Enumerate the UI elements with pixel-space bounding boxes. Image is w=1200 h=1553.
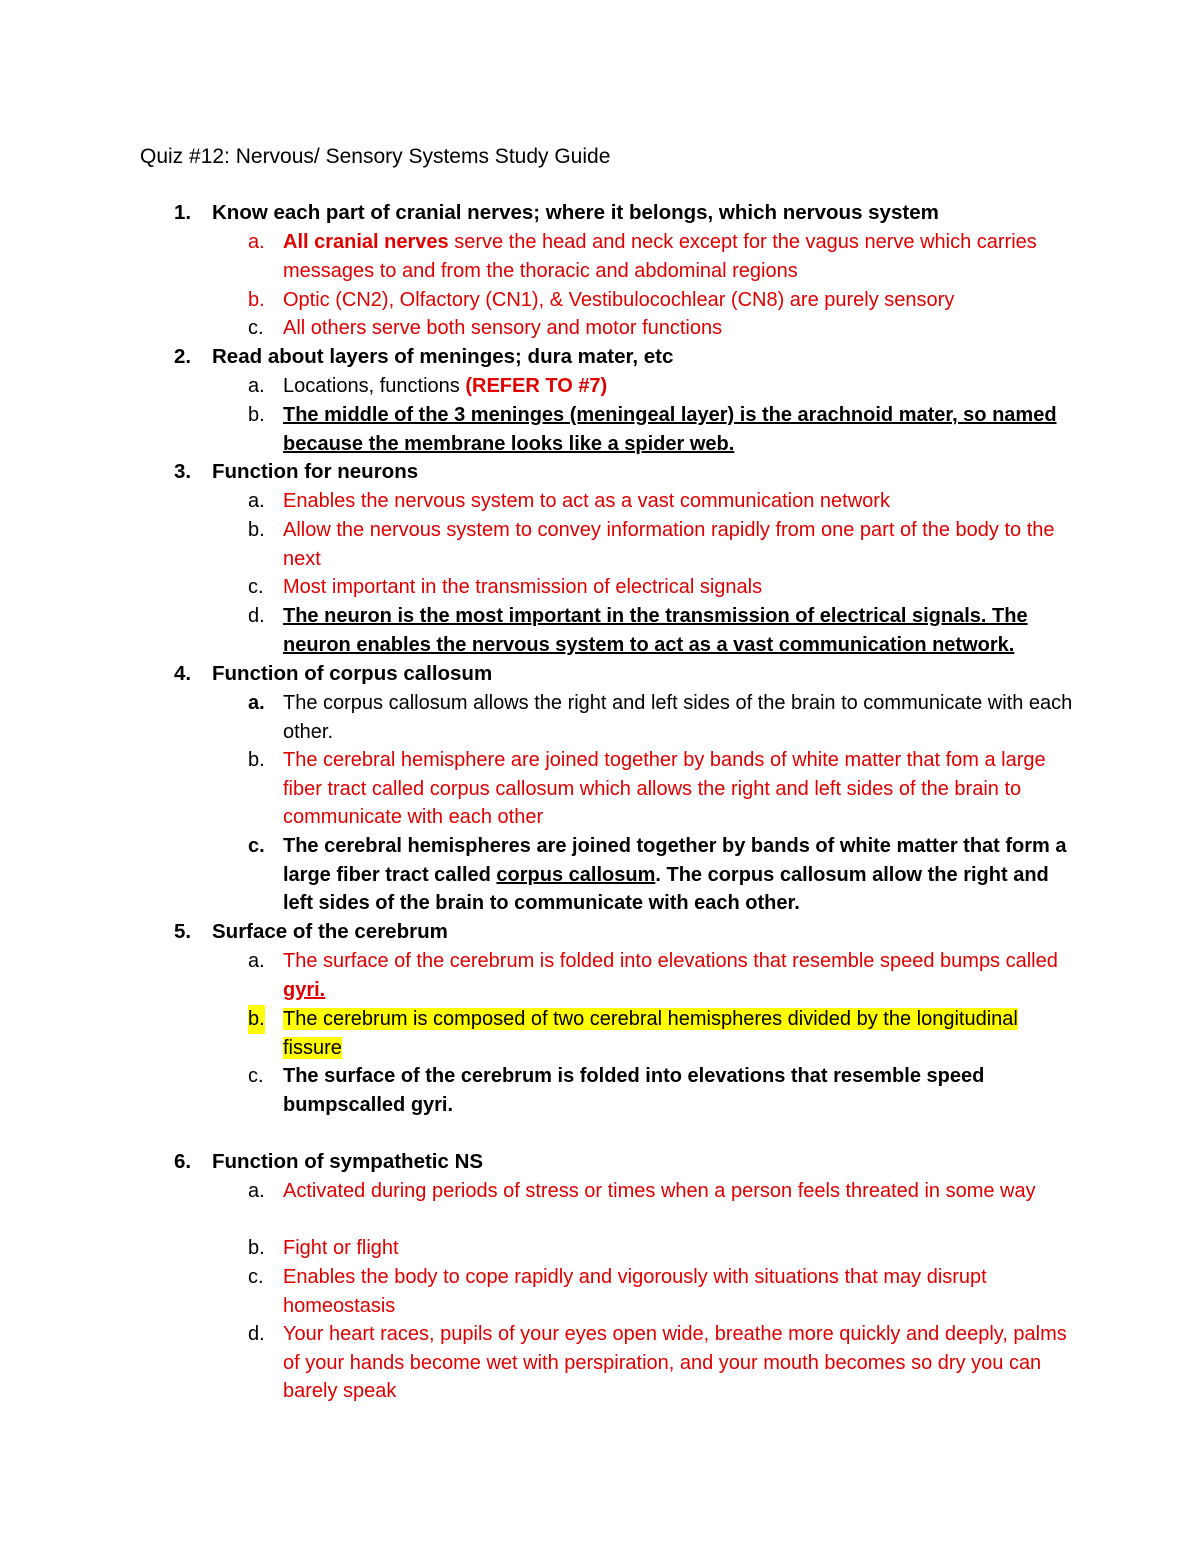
answer-term: corpus callosum xyxy=(496,863,656,886)
answer-text: The cerebral hemisphere are joined together by bands of white matter that fom a large fiber tract called corpus callosum which allows the right and left sides of the brain to communicate with each other xyxy=(283,749,1046,829)
answer-text: Most important in the transmission of electrical signals xyxy=(283,576,763,598)
answer-letter: a. xyxy=(248,375,265,397)
answer-term: gyri. xyxy=(283,978,326,1001)
document-title: Quiz #12: Nervous/ Sensory Systems Study Guide xyxy=(140,145,611,168)
answer-letter: c. xyxy=(248,576,264,598)
answer-letter: c. xyxy=(248,317,264,339)
answer-text: Enables the nervous system to act as a vast communication network xyxy=(283,490,890,512)
answer-text: Allow the nervous system to convey information rapidly from one part of the body to the next xyxy=(283,519,1055,570)
answer-letter: b. xyxy=(248,519,265,541)
answer-text: The middle of the 3 meninges (meningeal layer) is the arachnoid mater, so named because the membrane looks like a spider web. xyxy=(283,404,1057,455)
answer-main: Locations, functions xyxy=(283,375,466,397)
answer-letter: c. xyxy=(248,835,265,857)
answer-text: The surface of the cerebrum is folded into elevations that resemble speed bumpscalled gyri. xyxy=(283,1065,985,1116)
answer-rest: serve the head and neck except for the vagus nerve which carries messages to and from the thoracic and abdominal regions xyxy=(283,231,1037,282)
answer-letter: d. xyxy=(248,1323,265,1345)
answer-letter: c. xyxy=(248,1266,264,1288)
answer-text: Fight or flight xyxy=(283,1237,399,1259)
answer-text: The corpus callosum allows the right and left sides of the brain to communicate with each other. xyxy=(283,692,1073,743)
answer-post: . The corpus callosum allow the right and left sides of the brain to communicate with each other. xyxy=(283,863,1049,915)
question-number: 5. xyxy=(174,920,192,943)
answer-text xyxy=(283,228,1073,285)
question-text: Function for neurons xyxy=(212,460,419,483)
answer-text: Enables the body to cope rapidly and vigorously with situations that may disrupt homeostasis xyxy=(283,1266,987,1317)
answer-pre: The cerebral hemispheres are joined together by bands of white matter that form a large fiber tract called xyxy=(283,835,1067,886)
answer-letter: a. xyxy=(248,490,265,512)
answer-highlighted: The cerebrum is composed of two cerebral hemispheres divided by the longitudinal fissure xyxy=(283,1008,1018,1059)
answer-reference: (REFER TO #7) xyxy=(465,375,608,397)
answer-text: All others serve both sensory and motor functions xyxy=(283,317,723,339)
answer-text: Optic (CN2), Olfactory (CN1), & Vestibulocochlear (CN8) are purely sensory xyxy=(283,289,955,311)
answer-text xyxy=(283,372,1073,401)
question-number: 2. xyxy=(174,345,192,368)
answer-text xyxy=(283,947,1073,1004)
answer-text: The neuron is the most important in the transmission of electrical signals. The neuron enables the nervous system to act as a vast communication network. xyxy=(283,605,1028,656)
question-number: 1. xyxy=(174,201,192,224)
answer-text: Your heart races, pupils of your eyes open wide, breathe more quickly and deeply, palms of your hands become wet with perspiration, and your mouth becomes so dry you can barely speak xyxy=(283,1323,1067,1403)
answer-letter: b. xyxy=(248,404,265,426)
answer-letter: b. xyxy=(248,289,265,311)
question-text: Read about layers of meninges; dura mater, etc xyxy=(212,345,674,368)
answer-letter: d. xyxy=(248,605,265,627)
question-number: 4. xyxy=(174,662,192,685)
answer-letter: b. xyxy=(248,1005,265,1034)
answer-letter: a. xyxy=(248,231,265,253)
answer-text xyxy=(283,1005,1073,1062)
answer-text: Activated during periods of stress or times when a person feels threated in some way xyxy=(283,1180,1036,1202)
answer-text xyxy=(283,832,1073,918)
question-number: 3. xyxy=(174,460,192,483)
question-text: Surface of the cerebrum xyxy=(212,920,448,943)
answer-letter: b. xyxy=(248,1237,265,1259)
answer-letter: b. xyxy=(248,749,265,771)
answer-letter: c. xyxy=(248,1065,264,1087)
question-number: 6. xyxy=(174,1150,192,1173)
question-text: Function of corpus callosum xyxy=(212,662,493,685)
answer-pre: The surface of the cerebrum is folded into elevations that resemble speed bumps called xyxy=(283,950,1058,972)
question-text: Function of sympathetic NS xyxy=(212,1150,484,1173)
answer-lead: All cranial nerves xyxy=(283,231,449,253)
answer-letter: a. xyxy=(248,692,265,714)
answer-letter: a. xyxy=(248,950,265,972)
question-text: Know each part of cranial nerves; where it belongs, which nervous system xyxy=(212,201,939,224)
answer-letter: a. xyxy=(248,1180,265,1202)
